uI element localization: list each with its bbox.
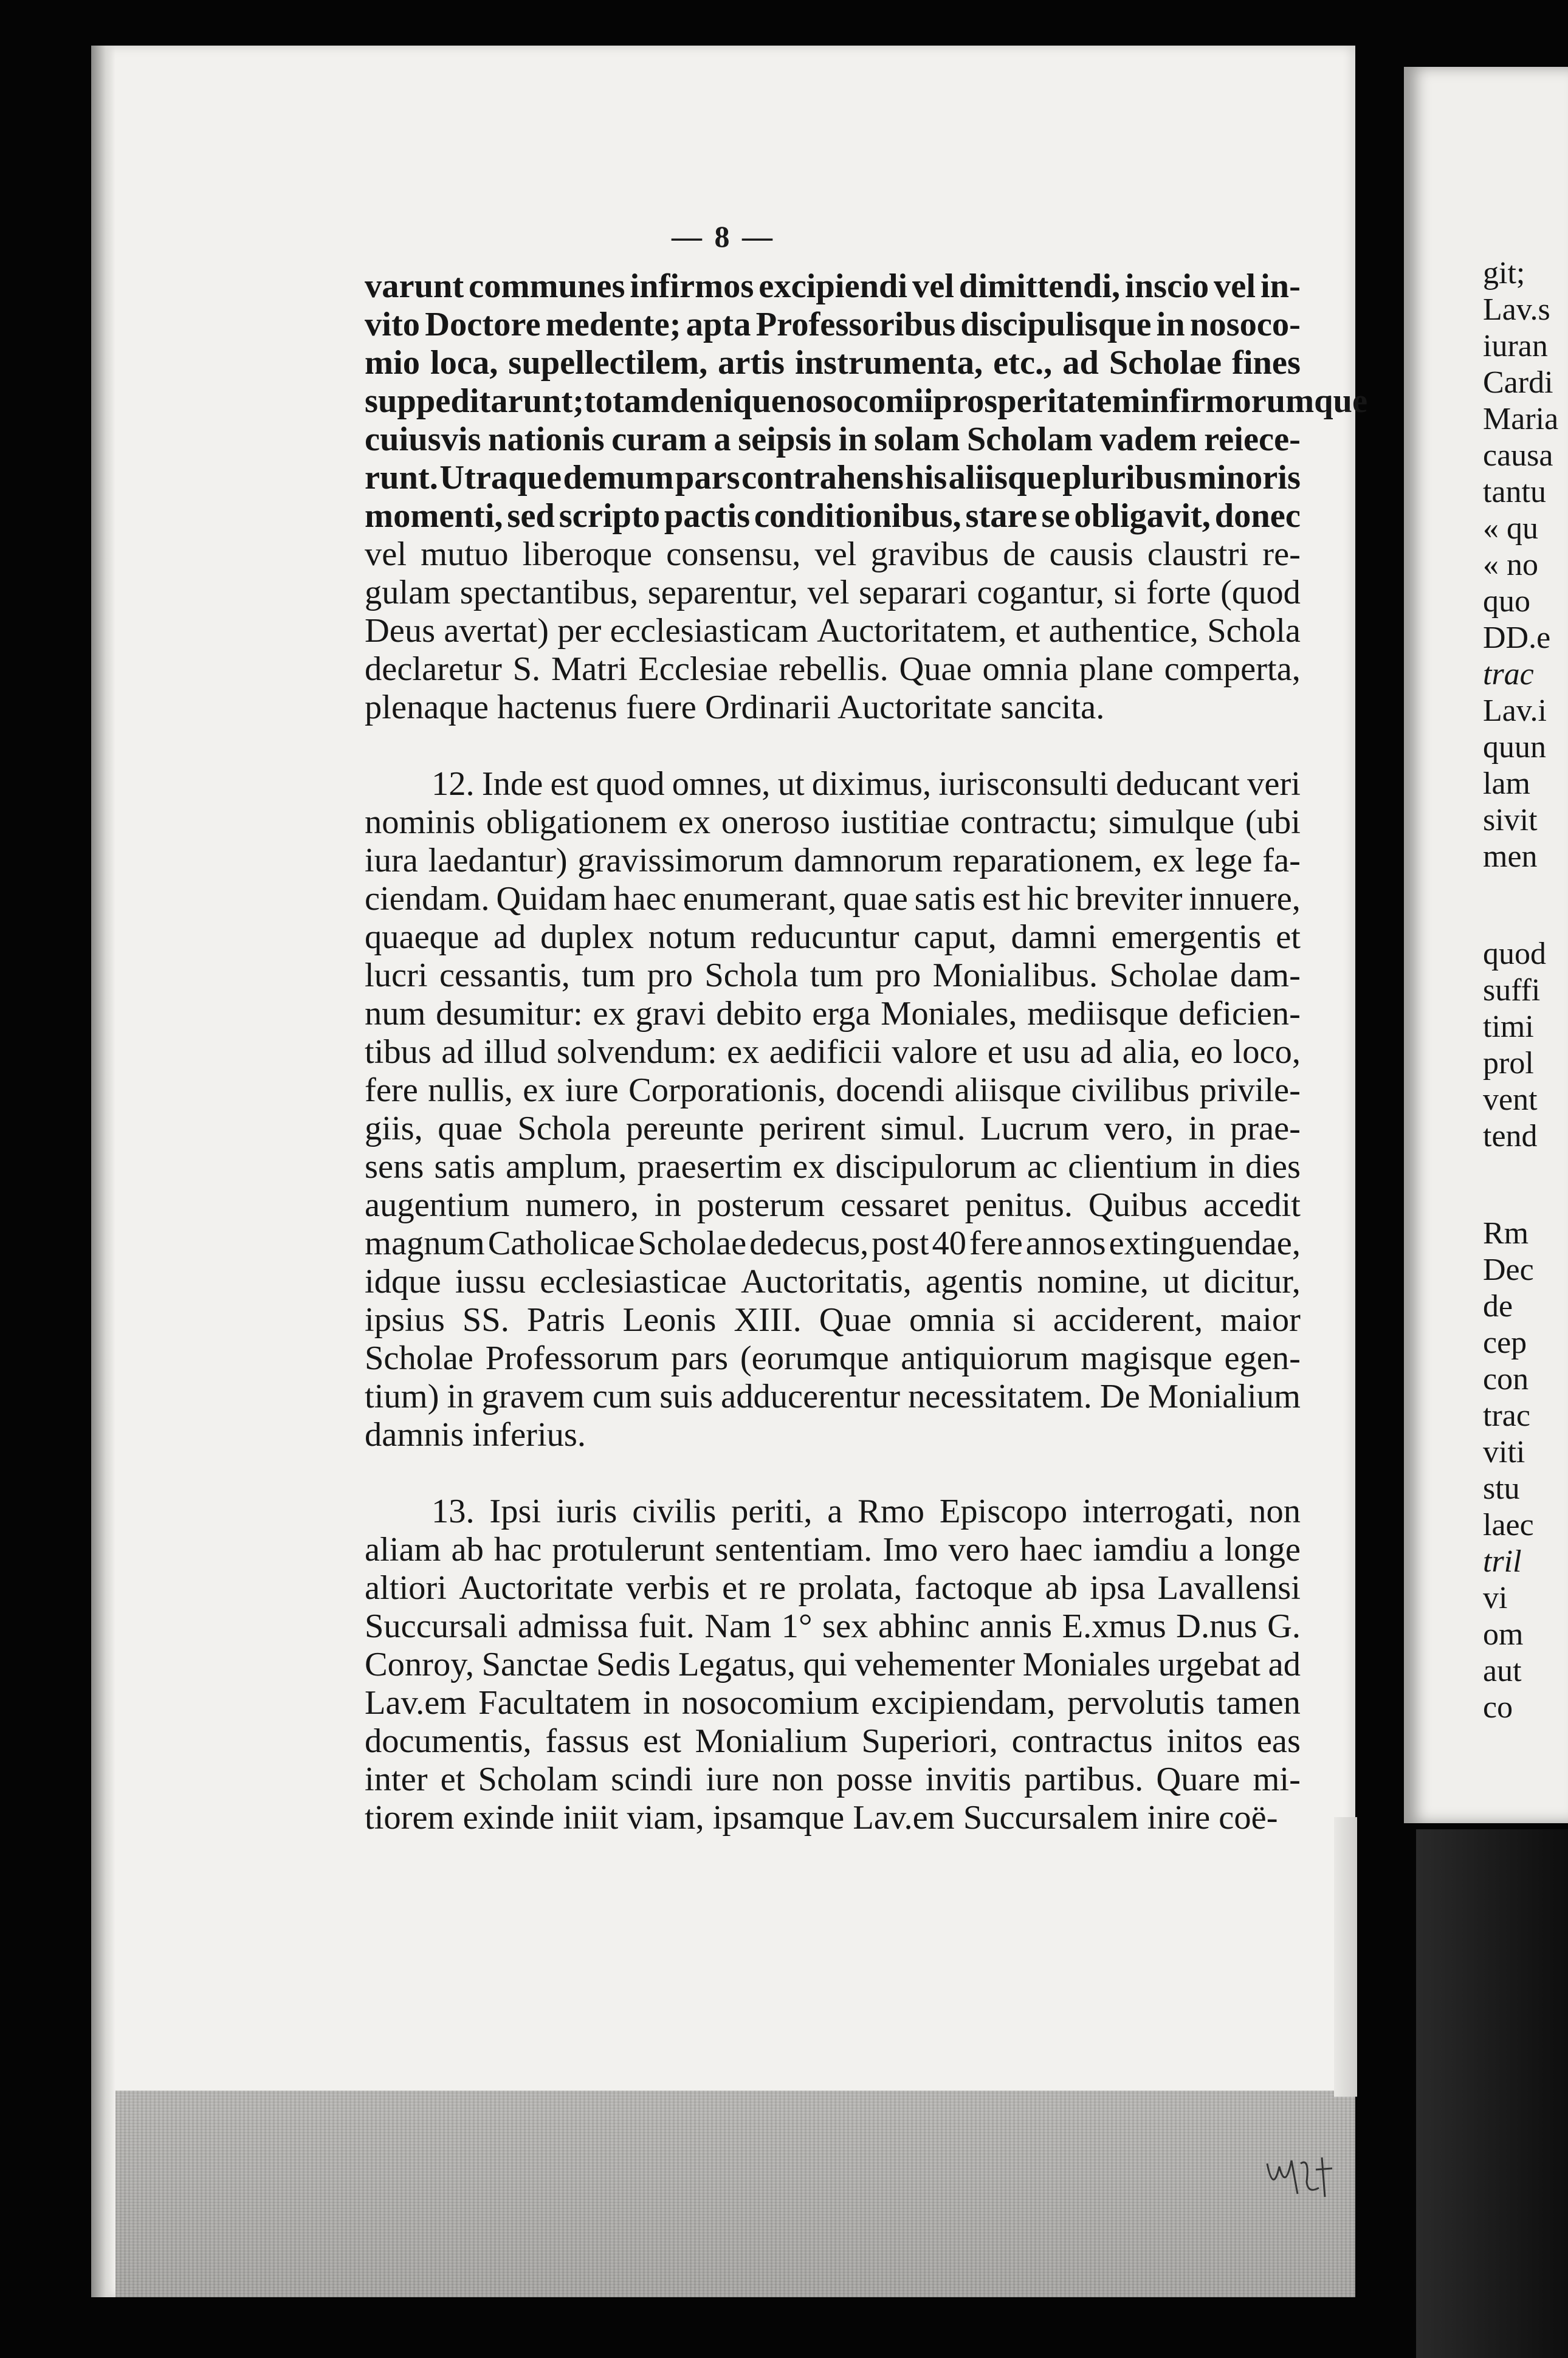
adjacent-text-fragment: trac — [1483, 1398, 1530, 1433]
adjacent-text-fragment: tantu — [1483, 475, 1546, 509]
adjacent-text-fragment: tend — [1483, 1119, 1538, 1153]
adjacent-text-fragment: lam — [1483, 766, 1530, 801]
text-line: tiorem exinde iniit viam, ipsamque Lav.em Succursalem inire coë- — [365, 1799, 1278, 1837]
adjacent-text-fragment: « no — [1483, 548, 1538, 582]
adjacent-text-fragment: DD.e — [1483, 620, 1551, 655]
text-line: vito Doctore medente; apta Professoribus discipulisque in nosoco- — [365, 306, 1301, 343]
text-line: aliam ab hac protulerunt sententiam. Imo vero haec iamdiu a longe — [365, 1531, 1301, 1569]
paragraph-gap — [365, 1454, 1301, 1493]
text-line: inter et Scholam scindi iure non posse invitis partibus. Quare mi- — [365, 1761, 1301, 1798]
text-line: idque iussu ecclesiasticae Auctoritatis, agentis nomine, ut dicitur, — [365, 1263, 1301, 1301]
text-line: tium) in gravem cum suis adducerentur necessitatem. De Monialium — [365, 1378, 1301, 1415]
text-line: Deus avertat) per ecclesiasticam Auctoritatem, et authentice, Schola — [365, 612, 1301, 650]
text-line: ciendam. Quidam haec enumerant, quae satis est hic breviter innuere, — [365, 880, 1301, 918]
adjacent-page-dark — [1416, 1829, 1568, 2358]
adjacent-text-fragment: « qu — [1483, 511, 1538, 546]
text-line: Scholae Professorum pars (eorumque antiquiorum magisque egen- — [365, 1339, 1301, 1377]
adjacent-text-fragment: aut — [1483, 1654, 1522, 1688]
text-line: fere nullis, ex iure Corporationis, docendi aliisque civilibus privile- — [365, 1071, 1301, 1109]
text-line: varunt communes infirmos excipiendi vel dimittendi, inscio vel in- — [365, 267, 1301, 305]
text-line: declaretur S. Matri Ecclesiae rebellis. Quae omnia plane comperta, — [365, 650, 1301, 688]
adjacent-text-fragment: tril — [1483, 1544, 1522, 1579]
text-line: altiori Auctoritate verbis et re prolata, factoque ab ipsa Lavallensi — [365, 1569, 1301, 1607]
scan-bottom-margin — [115, 2091, 1355, 2297]
adjacent-text-fragment: timi — [1483, 1009, 1534, 1044]
adjacent-text-fragment: vi — [1483, 1581, 1508, 1615]
adjacent-text-fragment: sivit — [1483, 803, 1538, 837]
adjacent-text-fragment: co — [1483, 1690, 1513, 1725]
page-number: — 8 — — [672, 219, 775, 253]
text-line: vel mutuo liberoque consensu, vel gravibus de causis claustri re- — [365, 535, 1301, 573]
page-edge — [1334, 1817, 1357, 2097]
text-line: cuiusvis nationis curam a seipsis in solam Scholam vadem reiece- — [365, 421, 1301, 458]
adjacent-text-fragment: git; — [1483, 256, 1525, 290]
adjacent-text-fragment: Lav.s — [1483, 292, 1550, 327]
adjacent-text-fragment: Lav.i — [1483, 693, 1547, 728]
adjacent-text-fragment: men — [1483, 839, 1538, 874]
paragraph-gap — [365, 727, 1301, 765]
adjacent-text-fragment: Rm — [1483, 1216, 1529, 1251]
adjacent-text-fragment: vent — [1483, 1082, 1538, 1117]
text-line: momenti, sed scripto pactis conditionibus, stare se obligavit, donec — [365, 497, 1301, 535]
text-line: runt. Utraque demum pars contrahens his aliisque pluribus minoris — [365, 459, 1301, 497]
text-line: giis, quae Schola pereunte perirent simul. Lucrum vero, in prae- — [365, 1110, 1301, 1147]
text-line: Lav.em Facultatem in nosocomium excipiendam, pervolutis tamen — [365, 1684, 1301, 1722]
adjacent-text-fragment: iuran — [1483, 329, 1548, 363]
adjacent-text-fragment: trac — [1483, 657, 1534, 692]
text-line: magnum Catholicae Scholae dedecus, post 40 fere annos extinguendae, — [365, 1225, 1301, 1262]
adjacent-text-fragment: con — [1483, 1362, 1529, 1397]
adjacent-text-fragment: stu — [1483, 1471, 1520, 1506]
text-line: suppeditarunt; totam denique nosocomii prosperitatem infirmorumque — [365, 382, 1368, 420]
text-line: documentis, fassus est Monialium Superiori, contractus initos eas — [365, 1722, 1301, 1760]
text-line: ipsius SS. Patris Leonis XIII. Quae omnia si acciderent, maior — [365, 1301, 1301, 1339]
text-line: sens satis amplum, praesertim ex discipulorum ac clientium in dies — [365, 1148, 1301, 1186]
text-line: mio loca, supellectilem, artis instrumenta, etc., ad Scholae fines — [365, 344, 1301, 382]
text-line: iura laedantur) gravissimorum damnorum reparationem, ex lege fa- — [365, 842, 1301, 879]
adjacent-text-fragment: laec — [1483, 1508, 1534, 1542]
handwritten-mark — [1264, 2145, 1337, 2200]
text-line: Conroy, Sanctae Sedis Legatus, qui vehementer Moniales urgebat ad — [365, 1646, 1301, 1683]
body-text — [365, 267, 1368, 1837]
text-line: gulam spectantibus, separentur, vel separari cogantur, si forte (quod — [365, 574, 1301, 611]
text-line: num desumitur: ex gravi debito erga Moniales, mediisque deficien- — [365, 995, 1301, 1033]
text-line: augentium numero, in posterum cessaret penitus. Quibus accedit — [365, 1186, 1301, 1224]
text-line: 12. Inde est quod omnes, ut diximus, iurisconsulti deducant veri — [432, 765, 1301, 803]
adjacent-text-fragment: cep — [1483, 1325, 1527, 1360]
adjacent-text-fragment: Dec — [1483, 1253, 1534, 1287]
page-gutter-shadow — [91, 46, 115, 2297]
adjacent-text-fragment: om — [1483, 1617, 1524, 1652]
text-line: tibus ad illud solvendum: ex aedificii valore et usu ad alia, eo loco, — [365, 1033, 1301, 1071]
adjacent-text-fragment: quod — [1483, 937, 1546, 971]
text-line: 13. Ipsi iuris civilis periti, a Rmo Episcopo interrogati, non — [432, 1493, 1301, 1530]
text-line: Succursali admissa fuit. Nam 1° sex abhinc annis E.xmus D.nus G. — [365, 1607, 1301, 1645]
text-line: damnis inferius. — [365, 1416, 586, 1454]
adjacent-text-fragment: viti — [1483, 1435, 1525, 1469]
adjacent-text-fragment: Cardi — [1483, 365, 1553, 400]
adjacent-text-fragment: causa — [1483, 438, 1553, 473]
text-line: nominis obligationem ex oneroso iustitiae contractu; simulque (ubi — [365, 803, 1301, 841]
adjacent-text-fragment: quun — [1483, 730, 1546, 765]
text-line: plenaque hactenus fuere Ordinarii Auctoritate sancita. — [365, 689, 1105, 726]
adjacent-text-fragment: Maria — [1483, 402, 1559, 436]
text-line: quaeque ad duplex notum reducuntur caput, damni emergentis et — [365, 918, 1301, 956]
adjacent-text-fragment: de — [1483, 1289, 1513, 1324]
adjacent-text-fragment: prol — [1483, 1046, 1534, 1081]
adjacent-text-fragment: suffi — [1483, 973, 1541, 1008]
adjacent-text-fragment: quo — [1483, 584, 1530, 619]
text-line: lucri cessantis, tum pro Schola tum pro Monialibus. Scholae dam- — [365, 957, 1301, 994]
